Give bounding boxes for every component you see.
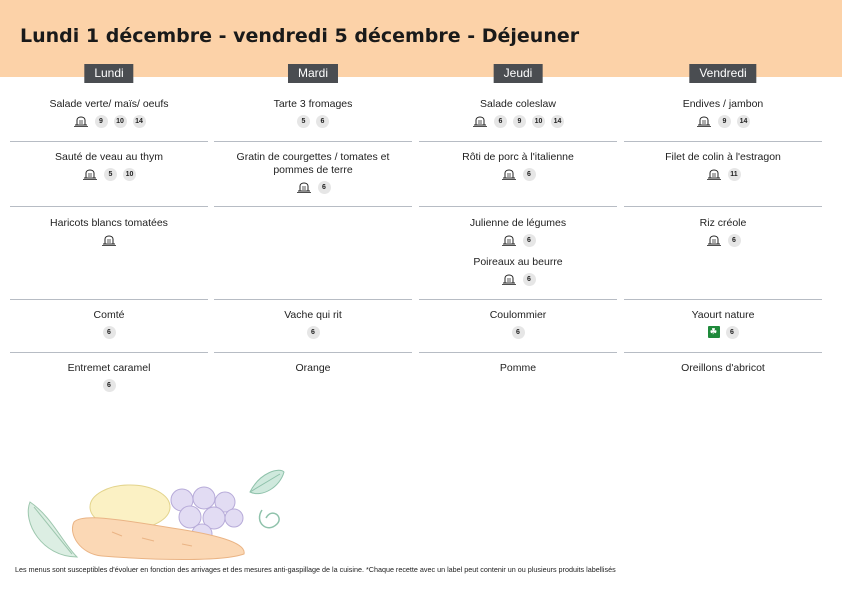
homemade-icon xyxy=(501,234,517,246)
dish-info xyxy=(214,114,412,128)
menu-cell xyxy=(10,94,208,141)
menu-cell xyxy=(214,213,412,299)
menu-cell xyxy=(624,147,822,206)
row-divider xyxy=(419,352,617,353)
dish-name: Tarte 3 fromages xyxy=(273,98,353,110)
menu-cell xyxy=(419,147,617,206)
allergen-badge: 9 xyxy=(95,115,108,128)
dish-info xyxy=(419,114,617,128)
row-divider xyxy=(214,141,412,142)
allergen-badge: 6 xyxy=(726,326,739,339)
dish-name: Gratin de courgettes / tomates et pommes de terre xyxy=(236,151,390,176)
homemade-icon xyxy=(706,168,722,180)
dish-name: Rôti de porc à l'italienne xyxy=(462,151,574,163)
allergen-badge: 6 xyxy=(103,326,116,339)
dish-info xyxy=(214,180,412,194)
allergen-badge: 14 xyxy=(737,115,750,128)
dish-info xyxy=(624,325,822,339)
dish-name: Pomme xyxy=(499,362,537,374)
fruit-vegetable-illustration xyxy=(22,462,292,562)
menu-cell xyxy=(419,305,617,352)
dish-name: Oreillons d'abricot xyxy=(681,362,765,374)
dish-info xyxy=(10,167,208,181)
dish-name: Comté xyxy=(93,309,125,321)
dish-info xyxy=(214,325,412,339)
dish-name: Filet de colin à l'estragon xyxy=(665,151,781,163)
dish-info xyxy=(624,167,822,181)
row-divider xyxy=(10,299,208,300)
day-column xyxy=(214,0,412,400)
row-divider xyxy=(624,141,822,142)
row-divider xyxy=(624,206,822,207)
allergen-badge: 6 xyxy=(316,115,329,128)
menu-cell xyxy=(419,94,617,141)
row-divider xyxy=(214,352,412,353)
dish-info xyxy=(419,233,617,247)
organic-label-icon: ☘ xyxy=(708,326,720,338)
row-divider xyxy=(10,141,208,142)
menu-cell xyxy=(10,147,208,206)
homemade-icon xyxy=(472,115,488,127)
dish-info xyxy=(10,378,208,392)
allergen-badge: 10 xyxy=(114,115,127,128)
dish-name: Salade verte/ maïs/ oeufs xyxy=(49,98,169,110)
menu-cell xyxy=(624,213,822,299)
allergen-badge: 14 xyxy=(551,115,564,128)
homemade-icon xyxy=(501,273,517,285)
page-title: Lundi 1 décembre - vendredi 5 décembre - Déjeuner xyxy=(20,25,580,47)
menu-cell xyxy=(214,147,412,206)
allergen-badge: 6 xyxy=(512,326,525,339)
allergen-badge: 6 xyxy=(523,234,536,247)
dish-name: Orange xyxy=(295,362,331,374)
allergen-badge: 14 xyxy=(133,115,146,128)
menu-cell xyxy=(419,358,617,418)
allergen-badge: 6 xyxy=(728,234,741,247)
menu-cell xyxy=(214,358,412,418)
row-divider xyxy=(419,206,617,207)
row-divider xyxy=(214,299,412,300)
menu-cell xyxy=(214,305,412,352)
allergen-badge: 9 xyxy=(513,115,526,128)
row-divider xyxy=(419,141,617,142)
dish-name: Poireaux au beurre xyxy=(473,256,563,268)
row-divider xyxy=(10,206,208,207)
allergen-badge: 9 xyxy=(718,115,731,128)
dish-info xyxy=(10,114,208,128)
row-divider xyxy=(10,352,208,353)
dish-name: Sauté de veau au thym xyxy=(55,151,163,163)
dish-name: Coulommier xyxy=(489,309,547,321)
dish-name: Vache qui rit xyxy=(284,309,342,321)
day-column xyxy=(624,0,822,400)
dish-info xyxy=(624,114,822,128)
allergen-badge: 6 xyxy=(103,379,116,392)
menu-cell xyxy=(214,94,412,141)
row-divider xyxy=(419,299,617,300)
day-label: Jeudi xyxy=(494,64,543,83)
dish-name: Endives / jambon xyxy=(682,98,764,110)
dish-name: Riz créole xyxy=(699,217,747,229)
allergen-badge: 5 xyxy=(297,115,310,128)
day-column xyxy=(419,0,617,400)
allergen-badge: 5 xyxy=(104,168,117,181)
homemade-icon xyxy=(706,234,722,246)
day-label: Mardi xyxy=(288,64,338,83)
row-divider xyxy=(624,352,822,353)
day-column xyxy=(10,0,208,400)
dish-info xyxy=(10,233,208,247)
allergen-badge: 6 xyxy=(494,115,507,128)
menu-cell xyxy=(10,358,208,418)
dish-info xyxy=(419,167,617,181)
allergen-badge: 11 xyxy=(728,168,741,181)
menu-cell xyxy=(419,213,617,299)
dish-info xyxy=(419,272,617,286)
homemade-icon xyxy=(501,168,517,180)
dish-name: Haricots blancs tomatées xyxy=(50,217,168,229)
homemade-icon xyxy=(82,168,98,180)
dish-name: Entremet caramel xyxy=(67,362,151,374)
day-label: Lundi xyxy=(84,64,133,83)
row-divider xyxy=(214,206,412,207)
menu-cell xyxy=(10,213,208,299)
allergen-badge: 6 xyxy=(307,326,320,339)
allergen-badge: 6 xyxy=(318,181,331,194)
row-divider xyxy=(624,299,822,300)
menu-cell xyxy=(624,305,822,352)
homemade-icon xyxy=(101,234,117,246)
dish-info xyxy=(419,325,617,339)
homemade-icon xyxy=(296,181,312,193)
dish-name: Yaourt nature xyxy=(691,309,755,321)
dish-name: Julienne de légumes xyxy=(469,217,567,229)
allergen-badge: 10 xyxy=(532,115,545,128)
footer-note: Les menus sont susceptibles d'évoluer en fonction des arrivages et des mesures anti-gaspillage de la cuisine. *Chaque recette avec un label peut contenir un ou plusieurs produits labellisés xyxy=(15,565,616,574)
menu-cell xyxy=(624,94,822,141)
allergen-badge: 10 xyxy=(123,168,136,181)
allergen-badge: 6 xyxy=(523,168,536,181)
allergen-badge: 6 xyxy=(523,273,536,286)
dish-name: Salade coleslaw xyxy=(480,98,556,110)
day-label: Vendredi xyxy=(689,64,756,83)
homemade-icon xyxy=(696,115,712,127)
menu-cell xyxy=(624,358,822,418)
homemade-icon xyxy=(73,115,89,127)
dish-info xyxy=(624,233,822,247)
menu-cell xyxy=(10,305,208,352)
dish-info xyxy=(10,325,208,339)
